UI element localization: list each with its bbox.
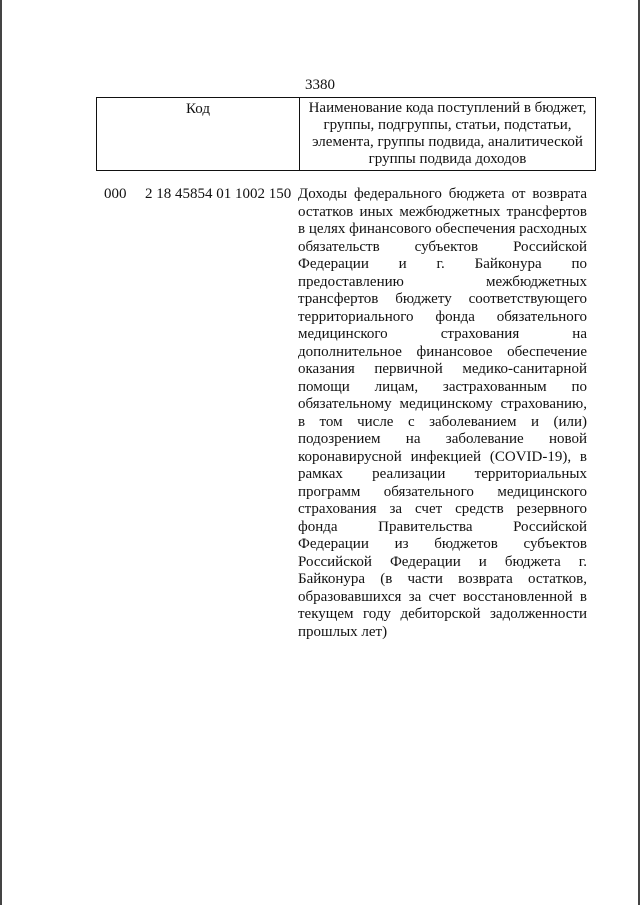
header-row (97, 98, 596, 171)
scan-edge-left (0, 0, 2, 905)
header-table (96, 97, 596, 171)
page-number: 3380 (305, 77, 335, 93)
header-name-cell: Наименование кода поступлений в бюджет, группы, подгруппы, статьи, подстатьи, элемента, группы подвида, аналитической группы подвида доходов (300, 98, 596, 171)
income-code: 2 18 45854 01 1002 150 (145, 186, 292, 202)
income-description: Доходы федерального бюджета от возврата остатков иных межбюджетных трансфертов в целях финансового обеспечения расходных обязательств субъектов Российской Федерации и г. Байконура по предоставлению межбюджетных трансфертов бюджету соответствующего территориального фонда обязательного медицинского страхования на дополнительное финансовое обеспечение оказания первичной медико-санитарной помощи лицам, застрахованным по обязательному медицинскому страхованию, в том числе с заболеванием и (или) подозрением на заболевание новой коронавирусной инфекцией (COVID-19), в рамках реализации территориальных программ обязательного медицинского страхования за счет средств резервного фонда Правительства Российской Федерации из бюджетов субъектов Российской Федерации и бюджета г. Байконура (в части возврата остатков, образовавшихся за счет восстановленной в текущем году дебиторской задолженности прошлых лет) (298, 186, 587, 640)
header-code-cell: Код (97, 98, 300, 171)
admin-code: 000 (104, 186, 127, 202)
